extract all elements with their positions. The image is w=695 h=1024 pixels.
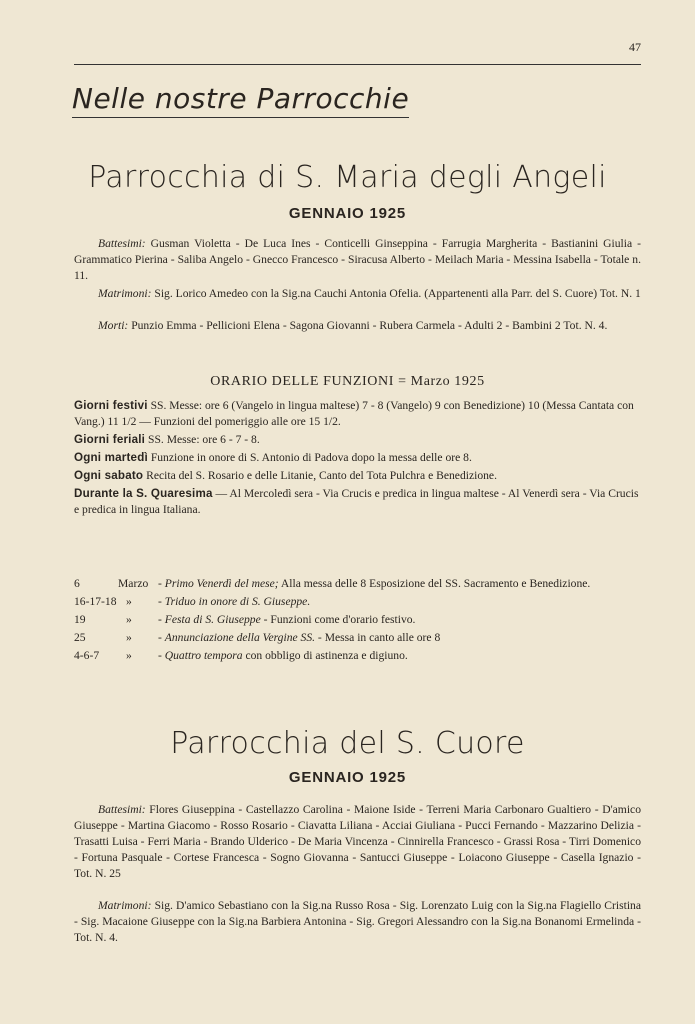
schedule-row: [74, 486, 641, 518]
matrimoni-paragraph: [74, 898, 641, 946]
schedule-text: SS. Messe: ore 6 - 7 - 8.: [148, 433, 260, 446]
calendar-row: [74, 612, 641, 628]
schedule-row: [74, 432, 641, 448]
calendar-event: Annunciazione della Vergine SS.: [164, 631, 316, 644]
calendar-detail: con obbligo di astinenza e digiuno.: [242, 649, 408, 662]
calendar-ditto: »: [126, 649, 132, 662]
schedule-row: [74, 468, 641, 484]
schedule-text: SS. Messe: ore 6 (Vangelo in lingua maltese) 7 - 8 (Vangelo) 9 con Benedizione) 10 (Messa Cantata con Vang.) 11 1/2 — Funzioni del pomeriggio alle ore 15 1/2.: [74, 399, 634, 428]
schedule-label: Ogni sabato: [74, 469, 144, 482]
calendar-event: Quattro tempora: [164, 649, 243, 662]
schedule-text: Funzione in onore di S. Antonio di Padova dopo la messa delle ore 8.: [150, 451, 472, 464]
schedule-row: [74, 398, 641, 430]
parish-title-sacro-cuore: Parrocchia del S. Cuore: [170, 726, 525, 761]
matrimoni-label: Matrimoni:: [98, 287, 152, 300]
calendar-row: [74, 576, 641, 592]
calendar-event: Triduo in onore di S. Giuseppe.: [164, 595, 311, 608]
calendar-day: 16-17-18: [74, 595, 117, 608]
morti-label: Morti:: [98, 319, 129, 332]
calendar-day: 4-6-7: [74, 649, 100, 662]
calendar-ditto: »: [126, 631, 132, 644]
battesimi-paragraph: [74, 802, 641, 882]
schedule-label: Giorni festivi: [74, 399, 148, 412]
page-number: 47: [629, 40, 641, 54]
header-rule: [74, 64, 641, 65]
calendar-text: - Annunciazione della Vergine SS. - Messa in canto alle ore 8: [158, 631, 441, 644]
morti-paragraph: [74, 318, 641, 334]
schedule-label: Ogni martedì: [74, 451, 148, 464]
section-heading: Nelle nostre Parrocchie: [72, 82, 409, 118]
morti-text: Punzio Emma - Pellicioni Elena - Sagona Giovanni - Rubera Carmela - Adulti 2 - Bambini 2 Tot. N. 4.: [131, 319, 608, 332]
schedule-list: [74, 398, 641, 520]
calendar-month: Marzo: [118, 577, 149, 590]
calendar-event: Primo Venerdì del mese;: [164, 577, 279, 590]
parish-month-label: GENNAIO 1925: [288, 769, 407, 786]
parish-month-label: GENNAIO 1925: [288, 205, 407, 222]
calendar-ditto: »: [126, 595, 132, 608]
battesimi-paragraph: [74, 236, 641, 284]
matrimoni-text: Sig. D'amico Sebastiano con la Sig.na Russo Rosa - Sig. Lorenzato Luig con la Sig.na Flagiello Cristina - Sig. Macaione Giuseppe con la Sig.na Barbiera Antonina - Sig. Gregori Alessandro con la Sig.na Bonanomi Ermelinda - Tot. N. 4.: [74, 899, 641, 944]
calendar-text: - Primo Venerdì del mese; Alla messa delle 8 Esposizione del SS. Sacramento e Benedizione.: [158, 577, 591, 590]
calendar-detail: - Funzioni come d'orario festivo.: [260, 613, 416, 626]
parish-title-maria-angeli: Parrocchia di S. Maria degli Angeli: [88, 160, 607, 195]
matrimoni-paragraph: [74, 286, 641, 302]
calendar-text: - Festa di S. Giuseppe - Funzioni come d'orario festivo.: [158, 613, 416, 626]
calendar-row: [74, 648, 641, 664]
calendar-day: 25: [74, 631, 86, 644]
battesimi-text: Gusman Violetta - De Luca Ines - Conticelli Ginseppina - Farrugia Margherita - Bastianini Giulia - Grammatico Pierina - Saliba Angelo - Gnecco Francesco - Siracusa Alberto - Meilach Maria - Messina Isabella - Totale n. 11.: [74, 237, 641, 282]
orario-title: ORARIO DELLE FUNZIONI = Marzo 1925: [210, 374, 485, 389]
battesimi-label: Battesimi:: [98, 237, 146, 250]
schedule-label: Giorni feriali: [74, 433, 146, 446]
battesimi-label: Battesimi:: [98, 803, 146, 816]
calendar-row: [74, 630, 641, 646]
calendar-day: 6: [74, 577, 80, 590]
calendar-text: - Quattro tempora con obbligo di astinenza e digiuno.: [158, 649, 408, 662]
battesimi-text: Flores Giuseppina - Castellazzo Carolina - Maione Iside - Terreni Maria Carbonaro Gualtiero - D'amico Giuseppe - Martina Giacomo - Rosso Rosario - Ciavatta Liliana - Acciai Giuliana - Pucci Fernando - Mazzarino Delizia - Trasatti Luisa - Ferri Maria - Brando Ulderico - De Maria Vincenza - Cinnirella Francesco - Grassi Rosa - Tirri Domenico - Fortuna Pasquale - Cortese Francesca - Sogno Giovanna - Santucci Giuseppe - Loiacono Giuseppe - Casella Ignazio - Tot. N. 25: [74, 803, 641, 880]
schedule-row: [74, 450, 641, 466]
calendar-row: [74, 594, 641, 610]
calendar-list: [74, 576, 641, 666]
matrimoni-text: Sig. Lorico Amedeo con la Sig.na Cauchi Antonia Ofelia. (Appartenenti alla Parr. del S. Cuore) Tot. N. 1: [154, 287, 641, 300]
schedule-text: Recita del S. Rosario e delle Litanie, Canto del Tota Pulchra e Benedizione.: [146, 469, 497, 482]
calendar-ditto: »: [126, 613, 132, 626]
calendar-detail: Alla messa delle 8 Esposizione del SS. Sacramento e Benedizione.: [278, 577, 591, 590]
schedule-text: — Al Mercoledì sera - Via Crucis e predica in lingua maltese - Al Venerdì sera - Via Crucis e predica in lingua Italiana.: [74, 487, 639, 516]
matrimoni-label: Matrimoni:: [98, 899, 152, 912]
calendar-text: - Triduo in onore di S. Giuseppe.: [158, 595, 311, 608]
calendar-event: Festa di S. Giuseppe: [164, 613, 261, 626]
calendar-detail: - Messa in canto alle ore 8: [315, 631, 441, 644]
schedule-label: Durante la S. Quaresima: [74, 487, 213, 500]
calendar-day: 19: [74, 613, 86, 626]
